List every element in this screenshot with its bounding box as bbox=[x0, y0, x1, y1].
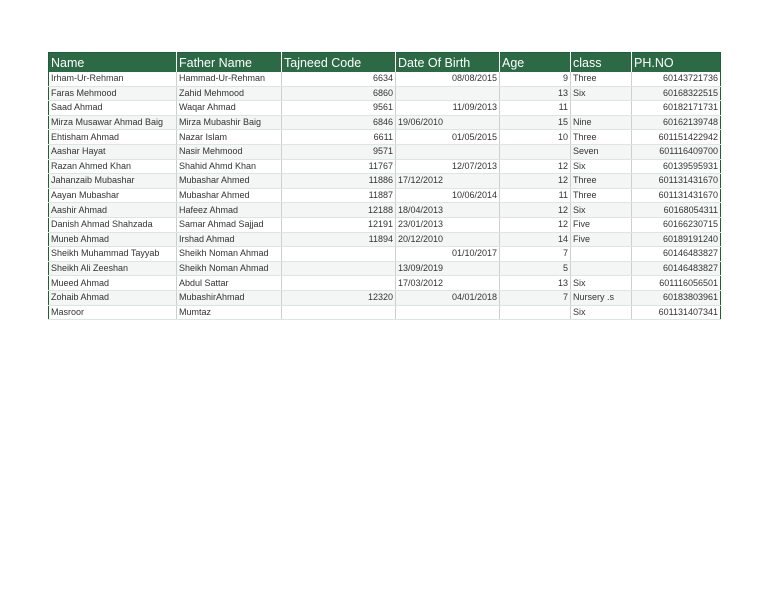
cell-class[interactable]: Seven bbox=[571, 144, 632, 159]
cell-phone[interactable]: 60139595931 bbox=[632, 159, 721, 174]
cell-date-of-birth[interactable] bbox=[396, 203, 500, 218]
cell-father-name[interactable]: Abdul Sattar bbox=[177, 276, 282, 291]
cell-date-of-birth[interactable] bbox=[396, 276, 500, 291]
cell-father-name[interactable]: Samar Ahmad Sajjad bbox=[177, 217, 282, 232]
dob-date-value: 11/09/2013 bbox=[452, 102, 497, 113]
cell-father-name[interactable]: Sheikh Noman Ahmad bbox=[177, 261, 282, 276]
cell-age[interactable]: 11 bbox=[500, 188, 571, 203]
cell-father-name[interactable]: Sheikh Noman Ahmad bbox=[177, 247, 282, 262]
cell-tajneed-code[interactable] bbox=[282, 276, 396, 291]
cell-age[interactable]: 15 bbox=[500, 115, 571, 130]
dob-date-value: 10/06/2014 bbox=[451, 190, 497, 201]
table-row bbox=[49, 217, 721, 232]
cell-name[interactable]: Jahanzaib Mubashar bbox=[49, 174, 177, 189]
cell-age[interactable] bbox=[500, 305, 571, 320]
cell-name[interactable]: Sheikh Muhammad Tayyab bbox=[49, 247, 177, 262]
cell-father-name[interactable]: Mumtaz bbox=[177, 305, 282, 320]
header-class[interactable]: class bbox=[571, 53, 632, 73]
cell-class[interactable] bbox=[571, 101, 632, 116]
cell-tajneed-code[interactable]: 6860 bbox=[282, 86, 396, 101]
cell-father-name[interactable]: Irshad Ahmad bbox=[177, 232, 282, 247]
cell-phone[interactable]: 60183803961 bbox=[632, 290, 721, 305]
cell-name[interactable]: Razan Ahmed Khan bbox=[49, 159, 177, 174]
cell-phone[interactable]: 60143721736 bbox=[632, 72, 721, 86]
cell-father-name[interactable]: Shahid Ahmd Khan bbox=[177, 159, 282, 174]
cell-father-name[interactable]: Mirza Mubashir Baig bbox=[177, 115, 282, 130]
cell-name[interactable]: Aashir Ahmad bbox=[49, 203, 177, 218]
cell-tajneed-code[interactable] bbox=[282, 261, 396, 276]
cell-phone[interactable]: 60166230715 bbox=[632, 217, 721, 232]
cell-class[interactable]: Six bbox=[571, 159, 632, 174]
header-tajneed-code[interactable]: Tajneed Code bbox=[282, 53, 396, 73]
cell-date-of-birth[interactable] bbox=[396, 115, 500, 130]
table-row bbox=[49, 115, 721, 130]
table-row bbox=[49, 261, 721, 276]
table-row bbox=[49, 203, 721, 218]
cell-date-of-birth[interactable] bbox=[396, 86, 500, 101]
table-row bbox=[49, 130, 721, 145]
cell-phone[interactable]: 60162139748 bbox=[632, 115, 721, 130]
cell-age[interactable]: 5 bbox=[500, 261, 571, 276]
cell-class[interactable]: Six bbox=[571, 305, 632, 320]
header-age[interactable]: Age bbox=[500, 53, 571, 73]
dob-date-value: 08/08/2015 bbox=[451, 73, 497, 84]
cell-phone[interactable]: 60189191240 bbox=[632, 232, 721, 247]
cell-tajneed-code[interactable]: 11767 bbox=[282, 159, 396, 174]
cell-class[interactable] bbox=[571, 247, 632, 262]
cell-tajneed-code[interactable]: 12188 bbox=[282, 203, 396, 218]
cell-name[interactable]: Irham-Ur-Rehman bbox=[49, 72, 177, 86]
dob-text-value: 17/03/2012 bbox=[398, 277, 444, 288]
dob-date-value: 01/05/2015 bbox=[451, 131, 497, 142]
cell-class[interactable]: Three bbox=[571, 188, 632, 203]
table-row bbox=[49, 101, 721, 116]
dob-date-value: 12/07/2013 bbox=[451, 160, 497, 171]
cell-father-name[interactable]: Nasir Mehmood bbox=[177, 144, 282, 159]
cell-phone[interactable]: 601131431670 bbox=[632, 174, 721, 189]
cell-father-name[interactable]: Hafeez Ahmad bbox=[177, 203, 282, 218]
cell-age[interactable]: 12 bbox=[500, 217, 571, 232]
cell-father-name[interactable]: Hammad-Ur-Rehman bbox=[177, 72, 282, 86]
cell-phone[interactable]: 601116056501 bbox=[632, 276, 721, 291]
cell-class[interactable]: Six bbox=[571, 86, 632, 101]
cell-date-of-birth[interactable] bbox=[396, 188, 500, 203]
table-row bbox=[49, 174, 721, 189]
cell-phone[interactable]: 60182171731 bbox=[632, 101, 721, 116]
dob-text-value: 17/12/2012 bbox=[398, 175, 444, 186]
cell-phone[interactable]: 60168054311 bbox=[632, 203, 721, 218]
table-row bbox=[49, 232, 721, 247]
cell-class[interactable]: Three bbox=[571, 72, 632, 86]
dob-date-value: 04/01/2018 bbox=[451, 292, 497, 303]
header-phone[interactable]: PH.NO bbox=[632, 53, 721, 73]
cell-age[interactable]: 13 bbox=[500, 276, 571, 291]
spreadsheet bbox=[48, 52, 720, 320]
cell-class[interactable]: Nine bbox=[571, 115, 632, 130]
cell-age[interactable]: 12 bbox=[500, 159, 571, 174]
cell-name[interactable]: Faras Mehmood bbox=[49, 86, 177, 101]
cell-tajneed-code[interactable] bbox=[282, 247, 396, 262]
cell-age[interactable] bbox=[500, 144, 571, 159]
dob-text-value: 23/01/2013 bbox=[398, 219, 444, 230]
cell-age[interactable]: 7 bbox=[500, 247, 571, 262]
cell-class[interactable]: Five bbox=[571, 232, 632, 247]
cell-tajneed-code[interactable] bbox=[282, 305, 396, 320]
cell-date-of-birth[interactable] bbox=[396, 174, 500, 189]
cell-name[interactable]: Mirza Musawar Ahmad Baig bbox=[49, 115, 177, 130]
cell-date-of-birth[interactable] bbox=[396, 217, 500, 232]
cell-class[interactable]: Three bbox=[571, 130, 632, 145]
cell-age[interactable]: 12 bbox=[500, 203, 571, 218]
dob-text-value: 19/06/2010 bbox=[398, 117, 444, 128]
cell-date-of-birth[interactable] bbox=[396, 232, 500, 247]
table-row bbox=[49, 159, 721, 174]
cell-father-name[interactable]: Waqar Ahmad bbox=[177, 101, 282, 116]
cell-date-of-birth[interactable] bbox=[396, 130, 500, 145]
cell-tajneed-code[interactable]: 12320 bbox=[282, 290, 396, 305]
header-date-of-birth[interactable]: Date Of Birth bbox=[396, 53, 500, 73]
cell-tajneed-code[interactable]: 11886 bbox=[282, 174, 396, 189]
cell-father-name[interactable]: MubashirAhmad bbox=[177, 290, 282, 305]
dob-text-value: 18/04/2013 bbox=[398, 204, 444, 215]
header-row bbox=[49, 53, 721, 73]
cell-name[interactable]: Masroor bbox=[49, 305, 177, 320]
header-name[interactable]: Name bbox=[49, 53, 177, 73]
cell-tajneed-code[interactable]: 11887 bbox=[282, 188, 396, 203]
cell-father-name[interactable]: Nazar Islam bbox=[177, 130, 282, 145]
cell-date-of-birth[interactable] bbox=[396, 290, 500, 305]
dob-text-value: 13/09/2019 bbox=[398, 263, 444, 274]
cell-class[interactable]: Six bbox=[571, 203, 632, 218]
cell-father-name[interactable]: Zahid Mehmood bbox=[177, 86, 282, 101]
cell-class[interactable] bbox=[571, 261, 632, 276]
cell-date-of-birth[interactable] bbox=[396, 144, 500, 159]
cell-name[interactable]: Mueed Ahmad bbox=[49, 276, 177, 291]
table-row bbox=[49, 72, 721, 86]
cell-name[interactable]: Aashar Hayat bbox=[49, 144, 177, 159]
cell-tajneed-code[interactable]: 9571 bbox=[282, 144, 396, 159]
cell-name[interactable]: Aayan Mubashar bbox=[49, 188, 177, 203]
cell-age[interactable]: 9 bbox=[500, 72, 571, 86]
cell-tajneed-code[interactable]: 12191 bbox=[282, 217, 396, 232]
cell-phone[interactable]: 601151422942 bbox=[632, 130, 721, 145]
cell-phone[interactable]: 601116409700 bbox=[632, 144, 721, 159]
cell-age[interactable]: 11 bbox=[500, 101, 571, 116]
cell-name[interactable]: Sheikh Ali Zeeshan bbox=[49, 261, 177, 276]
table-row bbox=[49, 305, 721, 320]
cell-age[interactable]: 13 bbox=[500, 86, 571, 101]
cell-class[interactable]: Nursery .s bbox=[571, 290, 632, 305]
cell-phone[interactable]: 601131407341 bbox=[632, 305, 721, 320]
table-row bbox=[49, 290, 721, 305]
table-row bbox=[49, 144, 721, 159]
cell-phone[interactable]: 60146483827 bbox=[632, 261, 721, 276]
cell-father-name[interactable]: Mubashar Ahmed bbox=[177, 174, 282, 189]
cell-date-of-birth[interactable] bbox=[396, 159, 500, 174]
dob-text-value: 20/12/2010 bbox=[398, 233, 444, 244]
table-row bbox=[49, 247, 721, 262]
cell-phone[interactable]: 60146483827 bbox=[632, 247, 721, 262]
cell-phone[interactable]: 60168322515 bbox=[632, 86, 721, 101]
header-father-name[interactable]: Father Name bbox=[177, 53, 282, 73]
cell-phone[interactable]: 601131431670 bbox=[632, 188, 721, 203]
cell-tajneed-code[interactable]: 6846 bbox=[282, 115, 396, 130]
cell-tajneed-code[interactable]: 9561 bbox=[282, 101, 396, 116]
cell-tajneed-code[interactable]: 6611 bbox=[282, 130, 396, 145]
cell-age[interactable]: 14 bbox=[500, 232, 571, 247]
cell-class[interactable]: Three bbox=[571, 174, 632, 189]
cell-date-of-birth[interactable] bbox=[396, 305, 500, 320]
cell-name[interactable]: Ehtisham Ahmad bbox=[49, 130, 177, 145]
table-row bbox=[49, 188, 721, 203]
cell-date-of-birth[interactable] bbox=[396, 261, 500, 276]
cell-name[interactable]: Zohaib Ahmad bbox=[49, 290, 177, 305]
cell-date-of-birth[interactable] bbox=[396, 247, 500, 262]
cell-name[interactable]: Saad Ahmad bbox=[49, 101, 177, 116]
cell-age[interactable]: 12 bbox=[500, 174, 571, 189]
table-row bbox=[49, 276, 721, 291]
cell-date-of-birth[interactable] bbox=[396, 101, 500, 116]
cell-tajneed-code[interactable]: 6634 bbox=[282, 72, 396, 86]
cell-name[interactable]: Danish Ahmad Shahzada bbox=[49, 217, 177, 232]
cell-age[interactable]: 7 bbox=[500, 290, 571, 305]
student-table bbox=[48, 52, 721, 320]
cell-date-of-birth[interactable] bbox=[396, 72, 500, 86]
table-row bbox=[49, 86, 721, 101]
cell-class[interactable]: Five bbox=[571, 217, 632, 232]
cell-age[interactable]: 10 bbox=[500, 130, 571, 145]
cell-father-name[interactable]: Mubashar Ahmed bbox=[177, 188, 282, 203]
cell-tajneed-code[interactable]: 11894 bbox=[282, 232, 396, 247]
dob-date-value: 01/10/2017 bbox=[451, 248, 497, 259]
cell-class[interactable]: Six bbox=[571, 276, 632, 291]
cell-name[interactable]: Muneb Ahmad bbox=[49, 232, 177, 247]
